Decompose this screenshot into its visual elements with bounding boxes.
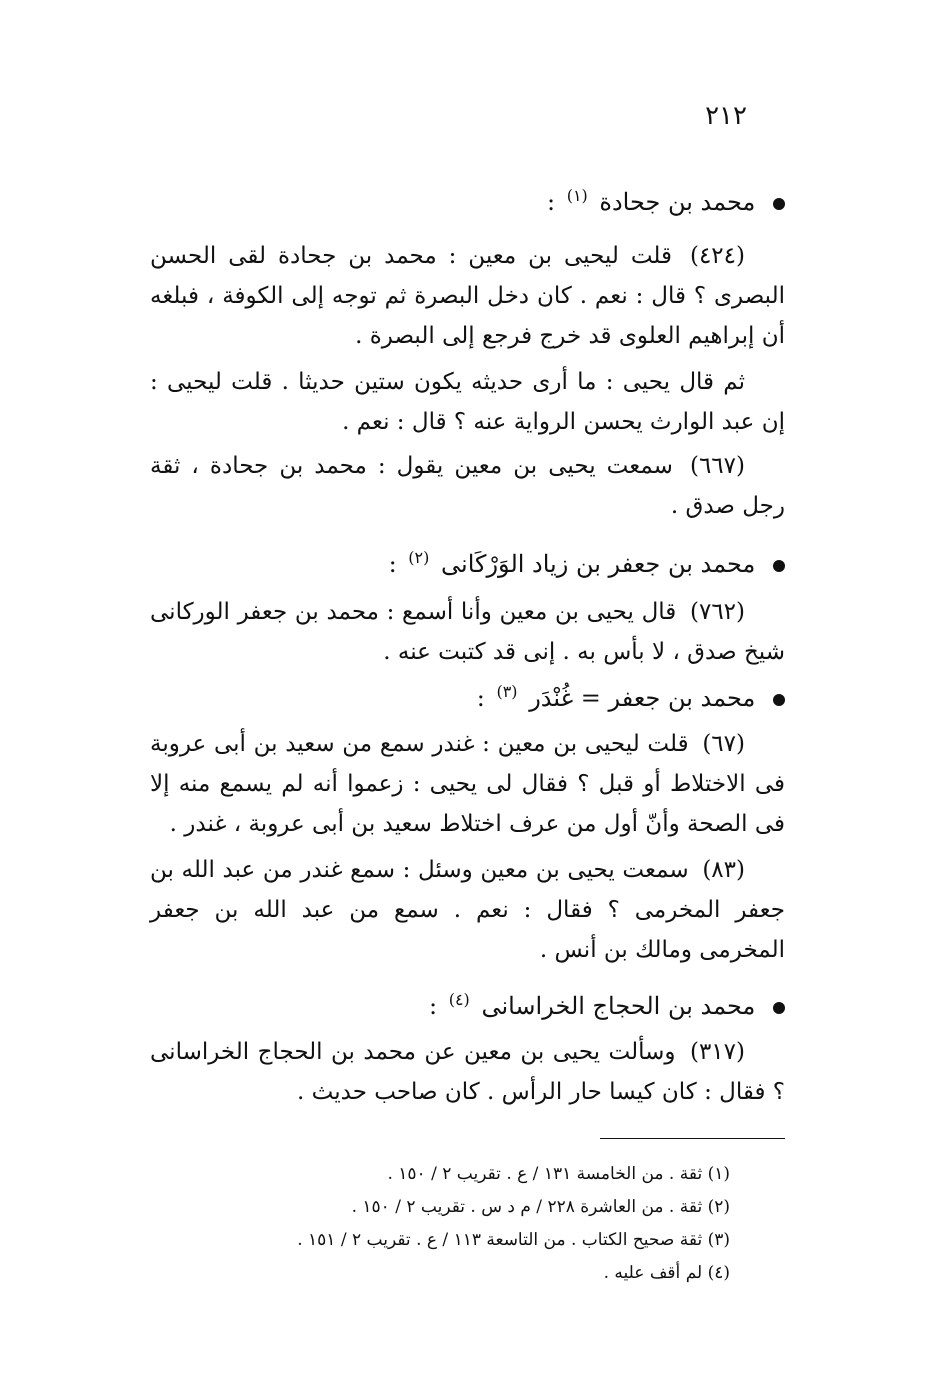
entry-text: وسألت يحيى بن معين عن محمد بن الحجاج الخراسانى ؟ فقال : كان كيسا حار الرأس . كان صاحب حديث . [150,1039,785,1105]
entry-number: (٤٢٤) [689,243,745,269]
entry-paragraph [150,592,785,672]
section-khurasani [150,980,785,1112]
entry-paragraph [150,362,785,442]
entry-number: (٨٣) [702,857,745,883]
heading-text: محمد بن الحجاج الخراسانى [481,992,756,1020]
bullet-icon [773,1002,785,1014]
footnote: (٣) ثقة صحيح الكتاب . من التاسعة ١١٣ / ع . تقريب ٢ / ١٥١ . [297,1230,730,1250]
entry-number: (٧٦٢) [689,599,746,625]
section-heading [150,672,785,718]
entry-number: (٣١٧) [689,1039,745,1065]
entry-paragraph [150,236,785,356]
section-warkani [150,538,785,672]
section-ibn-juhada [150,176,785,526]
footnote: (٤) لم أقف عليه . [603,1263,730,1283]
footnotes [170,1158,730,1290]
entry-text: ثم قال يحيى : ما أرى حديثه يكون ستين حديثا . قلت ليحيى : إن عبد الوارث يحسن الرواية عنه ؟ قال : نعم . [150,369,785,435]
entry-paragraph [150,446,785,526]
entry-number: (٦٦٧) [689,453,745,479]
footnote: (٢) ثقة . من العاشرة ٢٢٨ / م د س . تقريب ٢ / ١٥٠ . [351,1197,730,1217]
footnote-ref: (٢) [408,548,430,567]
bullet-icon [773,198,785,210]
page-number: ٢١٢ [705,101,747,131]
entry-paragraph [150,1032,785,1112]
heading-suffix: : [546,188,556,216]
entry-paragraph [150,724,785,844]
heading-suffix: : [428,992,438,1020]
section-heading [150,538,785,584]
bullet-icon [773,694,785,706]
footnote-ref: (٤) [448,990,470,1009]
footnote-ref: (٣) [496,682,518,701]
bullet-icon [773,560,785,572]
entry-text: سمعت يحيى بن معين يقول : محمد بن جحادة ، ثقة رجل صدق . [150,453,785,519]
footnotes-divider [600,1138,785,1139]
footnote-ref: (١) [566,186,588,205]
heading-text: محمد بن جعفر بن زياد الوَرْكَانى [441,550,756,578]
section-ghundar [150,672,785,970]
section-heading [150,176,785,222]
entry-number: (٦٧) [702,731,745,757]
heading-suffix: : [388,550,397,578]
entry-text: قلت ليحيى بن معين : غندر سمع من سعيد بن أبى عروبة فى الاختلاط أو قبل ؟ فقال لى يحيى : زعموا أنه لم يسمع منه إلا فى الصحة وأنّ أول من عرف اختلاط سعيد بن أبى عروبة ، غندر . [150,731,785,837]
entry-paragraph [150,850,785,970]
heading-text: محمد بن جعفر = غُنْدَر [529,684,756,712]
heading-suffix: : [476,684,485,712]
entry-text: قال يحيى بن معين وأنا أسمع : محمد بن جعفر الوركانى شيخ صدق ، لا بأس به . إنى قد كتبت عنه . [150,599,785,665]
entry-text: قلت ليحيى بن معين : محمد بن جحادة لقى الحسن البصرى ؟ قال : نعم . كان دخل البصرة ثم توجه إلى الكوفة ، فبلغه أن إبراهيم العلوى قد خرج فرجع إلى البصرة . [150,243,785,349]
section-heading [150,980,785,1026]
heading-text: محمد بن جحادة [599,188,756,216]
footnote: (١) ثقة . من الخامسة ١٣١ / ع . تقريب ٢ / ١٥٠ . [387,1164,730,1184]
entry-text: سمعت يحيى بن معين وسئل : سمع غندر من عبد الله بن جعفر المخرمى ؟ فقال : نعم . سمع من عبد الله بن جعفر المخرمى ومالك بن أنس . [150,857,785,963]
